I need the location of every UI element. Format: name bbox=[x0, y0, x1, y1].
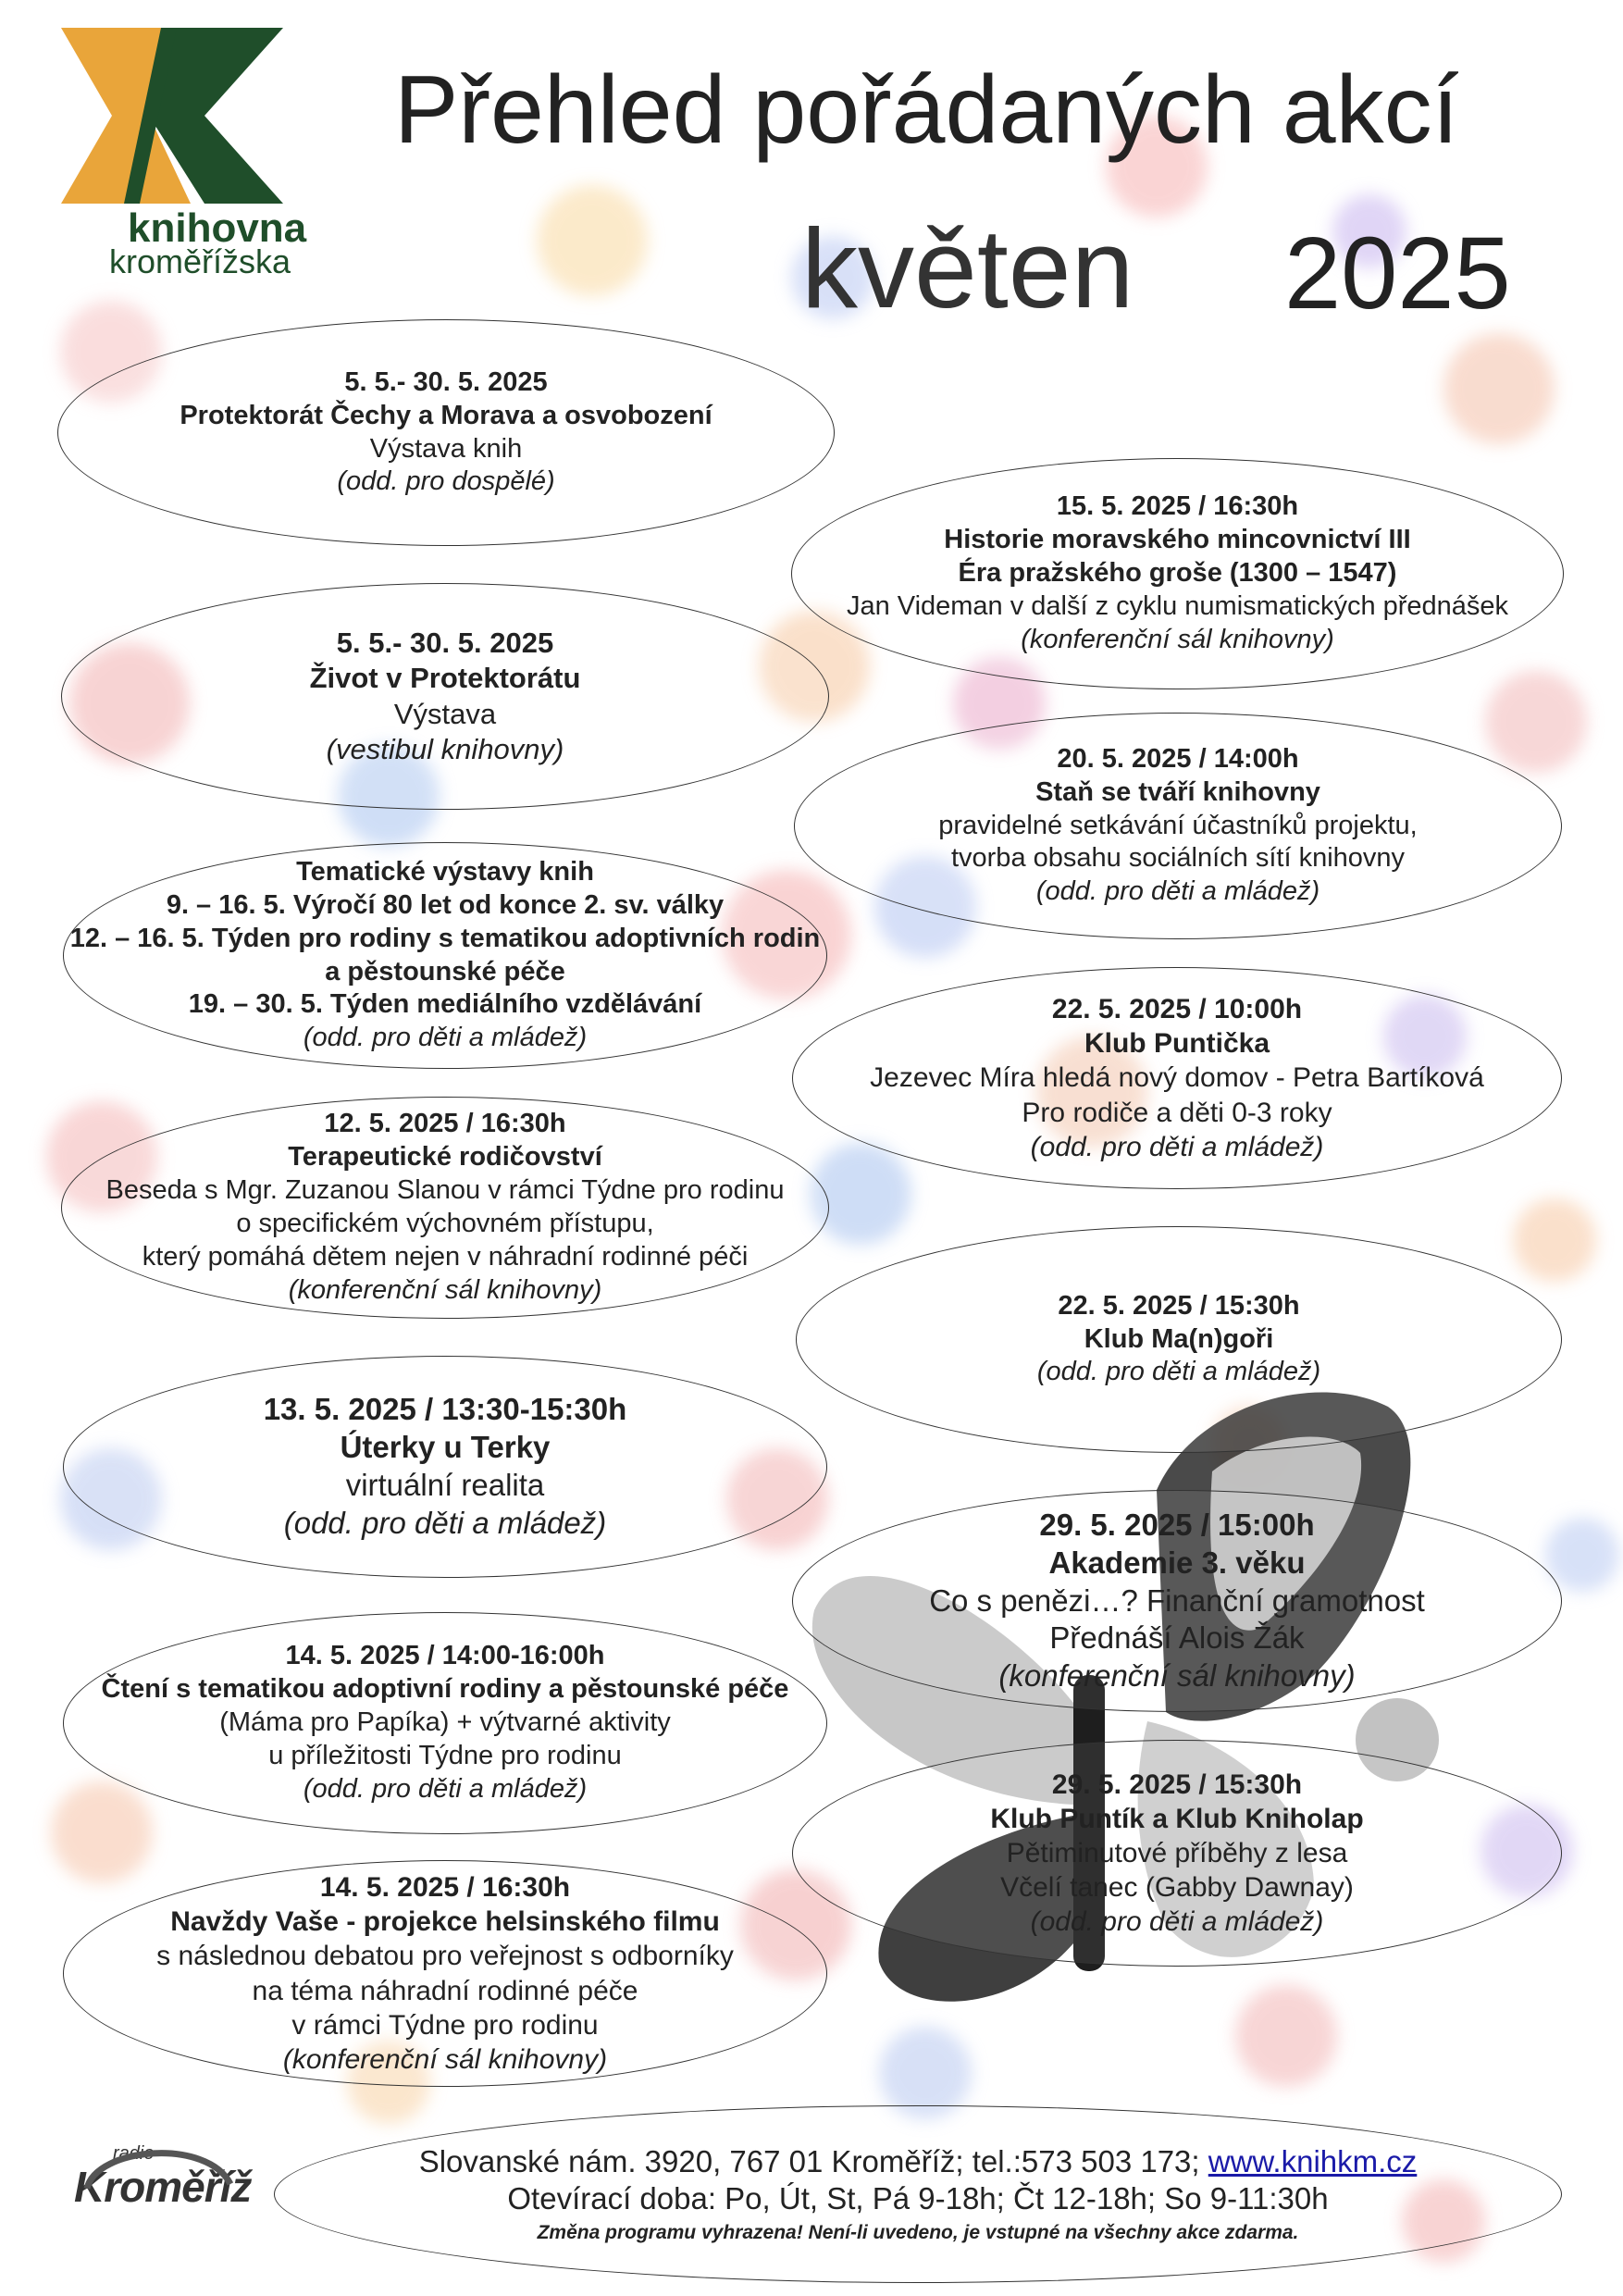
event-description: Jezevec Míra hledá nový domov - Petra Bartíková bbox=[870, 1062, 1484, 1094]
footer-note: Změna programu vyhrazena! Není-li uvedeno, je vstupné na všechny akce zdarma. bbox=[537, 2222, 1299, 2244]
event-description: Beseda s Mgr. Zuzanou Slanou v rámci Týdne pro rodinu bbox=[105, 1175, 785, 1206]
month-title: květen bbox=[801, 205, 1134, 331]
event-title: Klub Puntík a Klub Kniholap bbox=[990, 1803, 1364, 1834]
event-description: (Máma pro Papíka) + výtvarné aktivity bbox=[219, 1707, 671, 1738]
event-date: 20. 5. 2025 / 14:00h bbox=[1057, 743, 1299, 774]
event-oval bbox=[792, 967, 1562, 1189]
logo-text-kromerizska: kroměřížska bbox=[109, 242, 291, 280]
event-title: Navždy Vaše - projekce helsinského filmu bbox=[170, 1906, 720, 1938]
event-oval bbox=[792, 1740, 1562, 1967]
footer-address-line bbox=[419, 2143, 1418, 2180]
event-date: 29. 5. 2025 / 15:30h bbox=[1051, 1769, 1303, 1800]
event-oval bbox=[61, 1097, 829, 1319]
event-date: 15. 5. 2025 / 16:30h bbox=[1056, 491, 1299, 522]
event-line: a pěstounské péče bbox=[325, 956, 565, 987]
event-date: 12. 5. 2025 / 16:30h bbox=[324, 1109, 566, 1139]
event-date: 22. 5. 2025 / 10:00h bbox=[1051, 994, 1303, 1025]
event-place: (vestibul knihovny) bbox=[326, 732, 564, 765]
event-date: 14. 5. 2025 / 16:30h bbox=[319, 1871, 571, 1903]
website-link[interactable]: www.knihkm.cz bbox=[1208, 2143, 1418, 2178]
event-description: Pro rodiče a děti 0-3 roky bbox=[1022, 1097, 1332, 1128]
event-oval bbox=[61, 583, 829, 810]
event-oval bbox=[63, 842, 827, 1069]
radio-logo-text: Kroměříž bbox=[74, 2163, 252, 2211]
event-date: 5. 5.- 30. 5. 2025 bbox=[336, 626, 554, 659]
event-subtitle: Éra pražského groše (1300 – 1547) bbox=[958, 558, 1397, 589]
event-title: Terapeutické rodičovství bbox=[288, 1142, 602, 1173]
event-description: Co s penězi…? Finanční gramotnost bbox=[929, 1582, 1425, 1618]
event-place: (konferenční sál knihovny) bbox=[282, 2043, 608, 2075]
event-oval bbox=[794, 713, 1562, 939]
event-place: (odd. pro děti a mládež) bbox=[1036, 1357, 1321, 1387]
event-date: 14. 5. 2025 / 14:00-16:00h bbox=[285, 1641, 605, 1671]
radio-kromeriz-logo bbox=[68, 2138, 244, 2240]
event-title: Klub Ma(n)goři bbox=[1084, 1323, 1274, 1354]
event-place: (odd. pro děti a mládež) bbox=[303, 1773, 588, 1804]
footer-contact bbox=[274, 2105, 1562, 2283]
event-description: Výstava knih bbox=[369, 433, 523, 464]
event-description: v rámci Týdne pro rodinu bbox=[291, 2009, 599, 2041]
event-description: s následnou debatou pro veřejnost s odborníky bbox=[156, 1941, 734, 1972]
event-place: (konferenční sál knihovny) bbox=[998, 1658, 1356, 1694]
footer-opening-hours: Otevírací doba: Po, Út, St, Pá 9-18h; Čt 12-18h; So 9-11:30h bbox=[507, 2181, 1329, 2216]
event-place: (konferenční sál knihovny) bbox=[1021, 624, 1334, 654]
event-description: o specifickém výchovném přístupu, bbox=[236, 1209, 654, 1238]
page-title: Přehled pořádaných akcí bbox=[394, 56, 1459, 164]
event-date: 13. 5. 2025 / 13:30-15:30h bbox=[263, 1392, 627, 1427]
event-description: u příležitosti Týdne pro rodinu bbox=[268, 1740, 622, 1770]
event-oval bbox=[63, 1356, 827, 1578]
event-date: 22. 5. 2025 / 15:30h bbox=[1058, 1290, 1300, 1321]
event-place: (konferenční sál knihovny) bbox=[288, 1274, 602, 1305]
event-title: Klub Puntička bbox=[1084, 1028, 1270, 1060]
event-place: (odd. pro děti a mládež) bbox=[1030, 1131, 1324, 1162]
event-title: Tematické výstavy knih bbox=[296, 856, 594, 887]
event-title: Život v Protektorátu bbox=[309, 662, 581, 695]
radio-logo-small-text: radio bbox=[113, 2143, 155, 2164]
event-description: který pomáhá dětem nejen v náhradní rodinné péči bbox=[142, 1241, 749, 1272]
event-line: 19. – 30. 5. Týden mediálního vzdělávání bbox=[188, 989, 702, 1020]
event-title: Historie moravského mincovnictví III bbox=[944, 525, 1411, 555]
event-description: Pětiminutové příběhy z lesa bbox=[1006, 1837, 1348, 1868]
event-date: 5. 5.- 30. 5. 2025 bbox=[344, 366, 548, 397]
event-oval bbox=[63, 1860, 827, 2087]
logo-text-knihovna: knihovna bbox=[128, 205, 307, 251]
event-description: pravidelné setkávání účastníků projektu, bbox=[938, 810, 1418, 840]
event-title: Úterky u Terky bbox=[340, 1430, 551, 1465]
footer-address: Slovanské nám. 3920, 767 01 Kroměříž; tel.:573 503 173; bbox=[418, 2143, 1200, 2178]
event-place: (odd. pro děti a mládež) bbox=[283, 1505, 607, 1540]
event-description: Jan Videman v další z cyklu numismatických přednášek bbox=[846, 590, 1509, 621]
event-description: Včelí tanec (Gabby Dawnay) bbox=[1000, 1872, 1354, 1904]
event-place: (odd. pro děti a mládež) bbox=[1030, 1906, 1324, 1938]
event-oval bbox=[791, 458, 1564, 689]
event-date: 29. 5. 2025 / 15:00h bbox=[1039, 1507, 1315, 1542]
event-place: (odd. pro děti a mládež) bbox=[303, 1023, 588, 1053]
event-title: Akademie 3. věku bbox=[1048, 1545, 1306, 1580]
event-description: tvorba obsahu sociálních sítí knihovny bbox=[950, 843, 1406, 874]
event-description: virtuální realita bbox=[345, 1468, 545, 1502]
event-title: Staň se tváří knihovny bbox=[1035, 776, 1320, 807]
event-description: Přednáší Alois Žák bbox=[1049, 1620, 1305, 1656]
event-title: Čtení s tematikou adoptivní rodiny a pěstounské péče bbox=[101, 1674, 789, 1705]
event-oval bbox=[796, 1226, 1562, 1453]
event-line: 9. – 16. 5. Výročí 80 let od konce 2. sv. války bbox=[166, 889, 725, 920]
event-line: 12. – 16. 5. Týden pro rodiny s tematikou adoptivních rodin bbox=[69, 923, 821, 953]
event-description: Výstava bbox=[393, 697, 497, 730]
event-place: (odd. pro dospělé) bbox=[337, 466, 555, 497]
year-title: 2025 bbox=[1284, 217, 1511, 330]
event-oval bbox=[63, 1612, 827, 1834]
event-title: Protektorát Čechy a Morava a osvobození bbox=[180, 400, 712, 430]
event-oval bbox=[57, 319, 835, 546]
event-description: na téma náhradní rodinné péče bbox=[252, 1975, 638, 2006]
library-logo bbox=[61, 28, 339, 278]
event-oval bbox=[792, 1490, 1562, 1712]
event-place: (odd. pro děti a mládež) bbox=[1035, 876, 1320, 907]
